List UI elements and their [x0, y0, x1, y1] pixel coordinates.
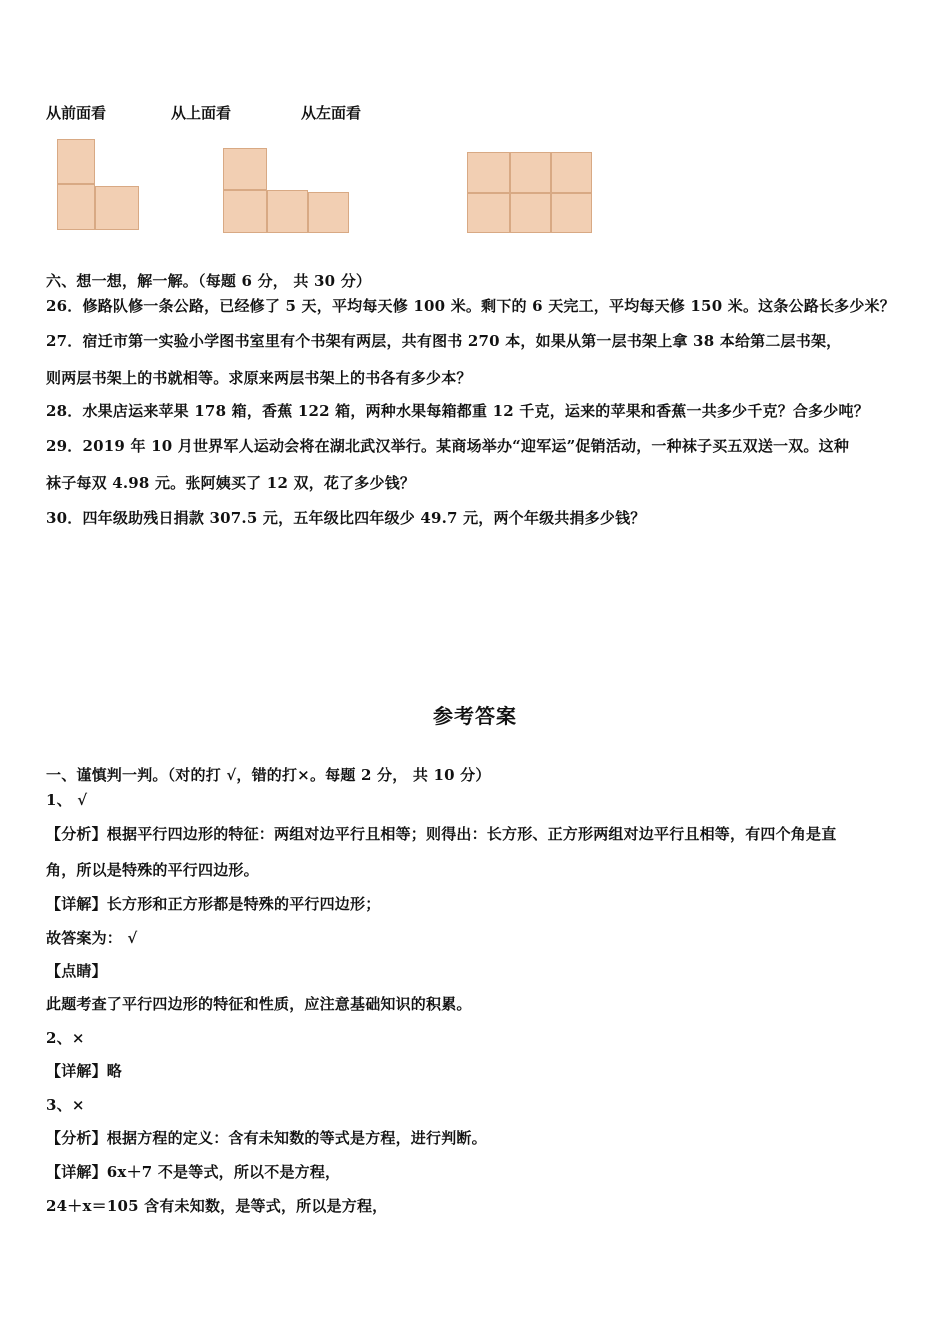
cube-square: [223, 190, 267, 233]
answer-3: 3、×: [46, 1096, 85, 1114]
answer-1-result: 故答案为： √: [46, 929, 138, 947]
cube-square: [467, 193, 510, 233]
answer-3-analysis: 【分析】根据方程的定义：含有未知数的等式是方程，进行判断。: [46, 1129, 487, 1147]
answer-1: 1、 √: [46, 791, 88, 809]
left-view-label: 从左面看: [301, 104, 362, 122]
cube-square: [551, 193, 592, 233]
answer-1-comment-label: 【点睛】: [46, 962, 107, 980]
cube-square: [510, 193, 551, 233]
cube-square: [467, 152, 510, 193]
cube-square: [95, 186, 139, 230]
answer-1-detail: 【详解】长方形和正方形都是特殊的平行四边形；: [46, 895, 381, 913]
answer-2-detail: 【详解】略: [46, 1062, 123, 1080]
answers-title: 参考答案: [433, 704, 517, 728]
cube-square: [551, 152, 592, 193]
question-27-line1: 27．宿迁市第一实验小学图书室里有个书架有两层，共有图书 270 本，如果从第一层书架上拿 38 本给第二层书架，: [46, 332, 842, 350]
question-26: 26．修路队修一条公路，已经修了 5 天，平均每天修 100 米。剩下的 6 天完工，平均每天修 150 米。这条公路长多少米？: [46, 297, 895, 315]
answers-section1-heading: 一、谨慎判一判。（对的打 √，错的打×。每题 2 分， 共 10 分）: [46, 766, 491, 784]
cube-square: [510, 152, 551, 193]
answer-3-detail2: 24＋x＝105 含有未知数，是等式，所以是方程，: [46, 1197, 388, 1215]
cube-square: [267, 190, 308, 233]
cube-square: [308, 192, 349, 233]
answer-1-analysis-line1: 【分析】根据平行四边形的特征：两组对边平行且相等；则得出：长方形、正方形两组对边平行且相等，有四个角是直: [46, 825, 837, 843]
answer-3-detail: 【详解】6x＋7 不是等式，所以不是方程，: [46, 1163, 341, 1181]
top-view-label: 从上面看: [171, 104, 232, 122]
cube-square: [223, 148, 267, 190]
question-28: 28．水果店运来苹果 178 箱，香蕉 122 箱，两种水果每箱都重 12 千克，运来的苹果和香蕉一共多少千克？合多少吨？: [46, 402, 869, 420]
question-29-line2: 袜子每双 4.98 元。张阿姨买了 12 双，花了多少钱？: [46, 474, 416, 492]
cube-square: [57, 184, 95, 230]
section6-heading: 六、想一想，解一解。（每题 6 分， 共 30 分）: [46, 272, 372, 290]
question-30: 30．四年级助残日捐款 307.5 元，五年级比四年级少 49.7 元，两个年级共捐多少钱？: [46, 509, 646, 527]
question-27-line2: 则两层书架上的书就相等。求原来两层书架上的书各有多少本？: [46, 369, 472, 387]
front-view-label: 从前面看: [46, 104, 107, 122]
answer-1-comment: 此题考查了平行四边形的特征和性质，应注意基础知识的积累。: [46, 995, 472, 1013]
question-29-line1: 29．2019 年 10 月世界军人运动会将在湖北武汉举行。某商场举办“迎军运”促销活动，一种袜子买五双送一双。这种: [46, 437, 850, 455]
answer-1-analysis-line2: 角，所以是特殊的平行四边形。: [46, 861, 259, 879]
cube-square: [57, 139, 95, 184]
answer-2: 2、×: [46, 1029, 85, 1047]
